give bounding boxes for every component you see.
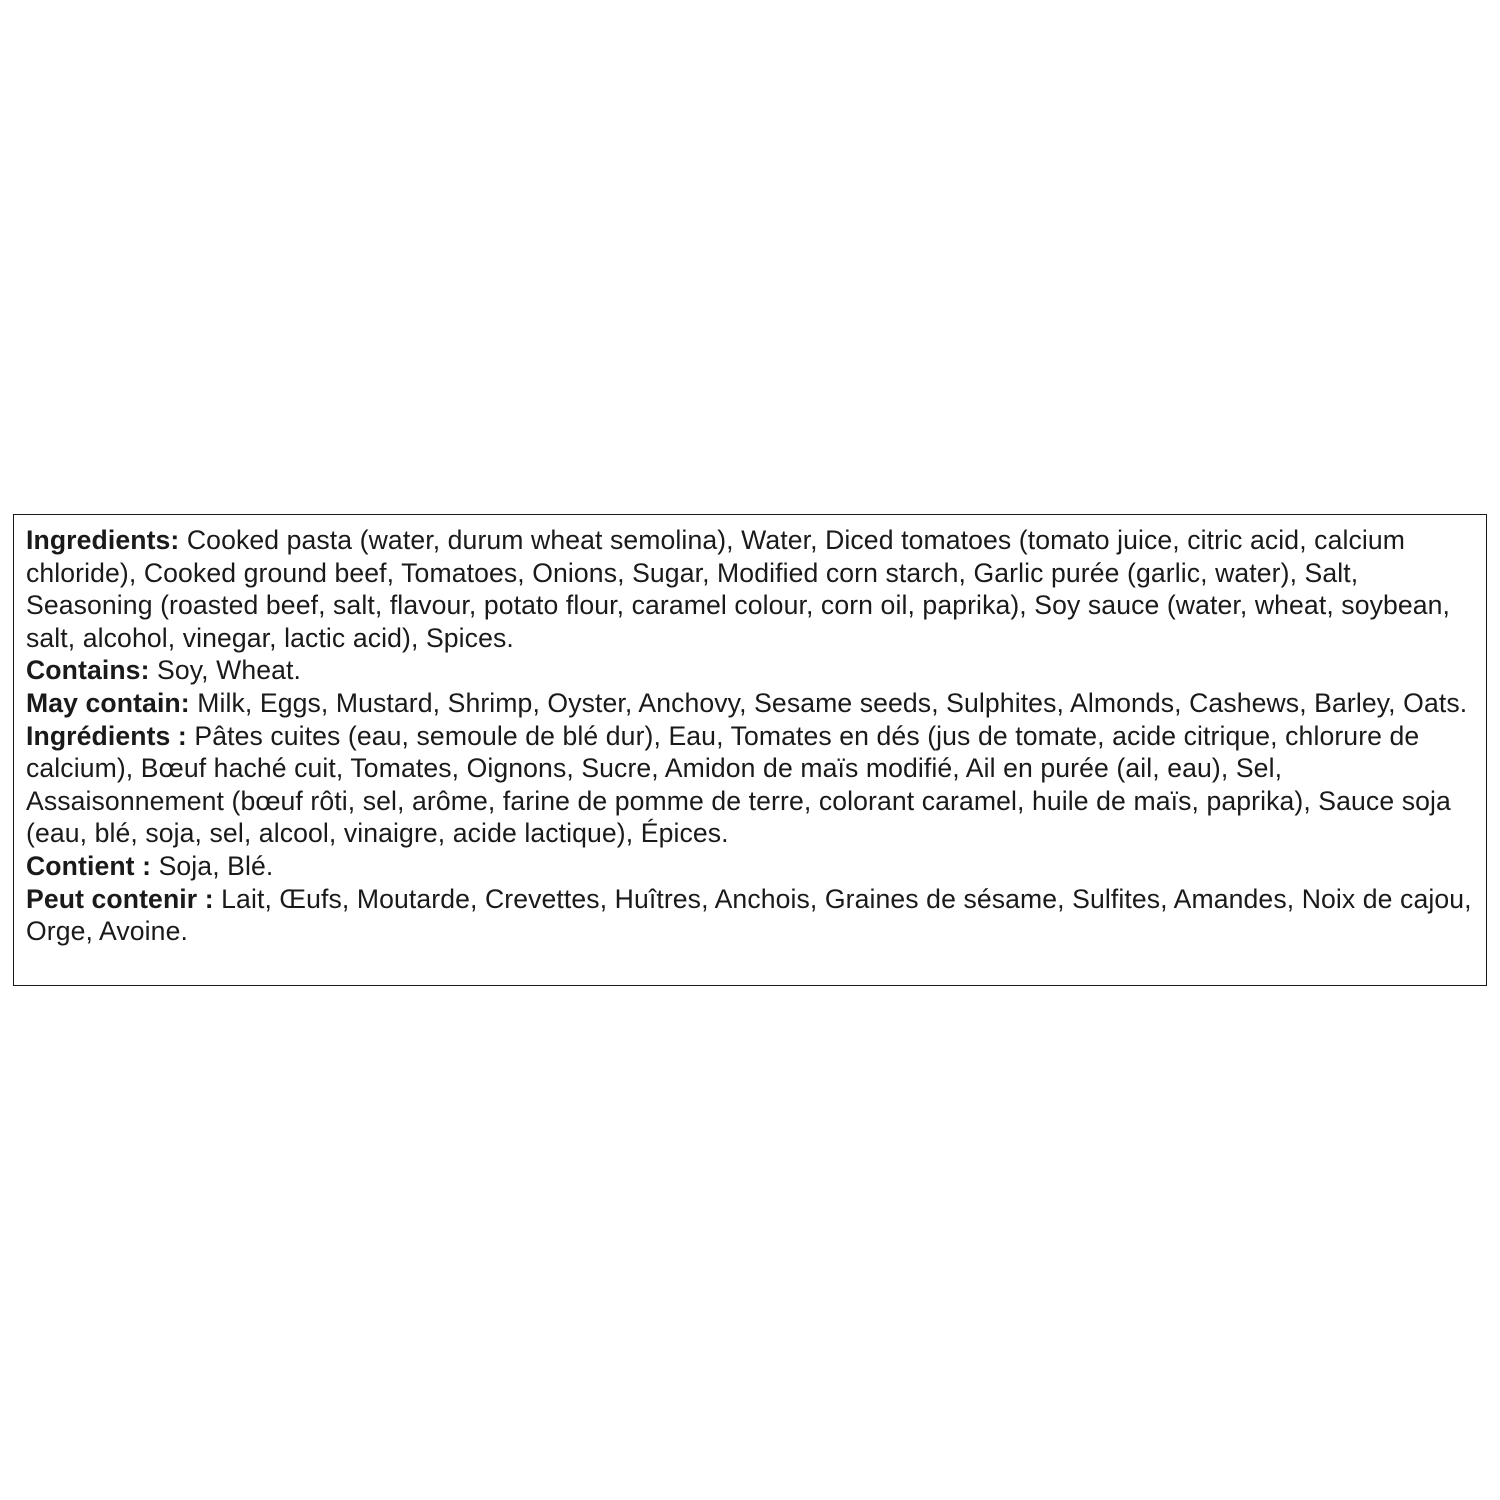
ingredients-fr-text: Pâtes cuites (eau, semoule de blé dur), Eau, Tomates en dés (jus de tomate, acide citrique, chlorure de calcium), Bœuf haché cuit, Tomates, Oignons, Sucre, Amidon de maïs modifié, Ail en purée (ail, eau), Sel, Assaisonnement (bœuf rôti, sel, arôme, farine de pomme de terre, colorant caramel, huile de maïs, paprika), Sauce soja (eau, blé, soja, sel, alcool, vinaigre, acide lactique), Épices.	[26, 720, 1451, 849]
may-contain-fr-heading: Peut contenir :	[26, 883, 214, 914]
ingredients-en	[26, 524, 1475, 654]
ingredients-en-text: Cooked pasta (water, durum wheat semolina), Water, Diced tomatoes (tomato juice, citric acid, calcium chloride), Cooked ground beef, Tomatoes, Onions, Sugar, Modified corn starch, Garlic purée (garlic, water), Salt, Seasoning (roasted beef, salt, flavour, potato flour, caramel colour, corn oil, paprika), Soy sauce (water, wheat, soybean, salt, alcohol, vinegar, lactic acid), Spices.	[26, 525, 1451, 653]
contains-en-heading: Contains:	[26, 655, 150, 686]
ingredients-label-box	[13, 514, 1487, 986]
may-contain-fr	[26, 883, 1475, 948]
may-contain-en	[26, 687, 1475, 720]
ingredients-fr-heading: Ingrédients :	[26, 720, 187, 751]
contains-fr-text: Soja, Blé.	[151, 850, 274, 881]
contains-en	[26, 654, 1475, 687]
ingredients-fr	[26, 720, 1475, 850]
may-contain-en-heading: May contain:	[26, 687, 190, 718]
may-contain-en-text: Milk, Eggs, Mustard, Shrimp, Oyster, Anchovy, Sesame seeds, Sulphites, Almonds, Cashews, Barley, Oats.	[189, 687, 1468, 718]
contains-fr	[26, 850, 1475, 883]
contains-en-text: Soy, Wheat.	[149, 655, 301, 686]
contains-fr-heading: Contient :	[26, 850, 152, 881]
may-contain-fr-text: Lait, Œufs, Moutarde, Crevettes, Huîtres, Anchois, Graines de sésame, Sulfites, Amandes, Noix de cajou, Orge, Avoine.	[26, 883, 1472, 947]
ingredients-en-heading: Ingredients:	[26, 525, 180, 555]
